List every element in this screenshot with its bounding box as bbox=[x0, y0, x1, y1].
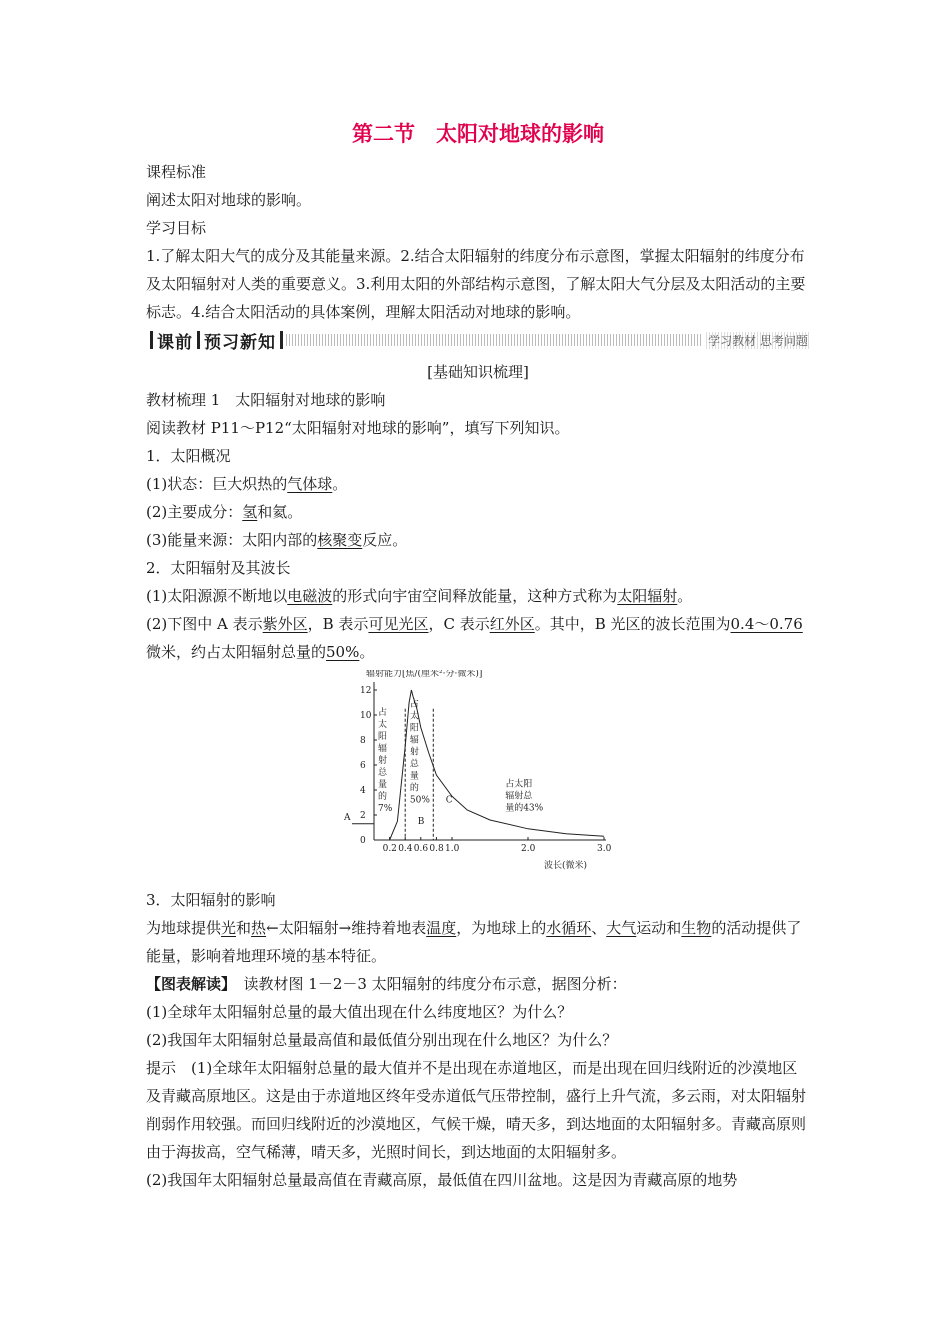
blank-answer: 大气 bbox=[606, 919, 637, 937]
blank-answer: 0.4～0.76 bbox=[730, 615, 803, 633]
y-tick-label: 10 bbox=[360, 711, 372, 721]
page-title: 第二节 太阳对地球的影响 bbox=[352, 122, 604, 146]
annotation-c: 占太阳 bbox=[505, 779, 533, 790]
annotation-c: 量的43% bbox=[505, 803, 544, 814]
blank-answer: 光 bbox=[221, 919, 237, 937]
annotation-b: 辐 bbox=[409, 735, 419, 746]
x-axis-label: 波长(微米) bbox=[544, 861, 588, 871]
annotation-a: 总 bbox=[378, 768, 388, 778]
answer-2: (2)我国年太阳辐射总量最高值在青藏高原，最低值在四川盆地。这是因为青藏高原的地势 bbox=[146, 1171, 738, 1189]
annotation-b: 太 bbox=[409, 711, 419, 722]
annotation-b: 射 bbox=[409, 747, 419, 758]
y-tick-label: 2 bbox=[360, 811, 366, 821]
blank-answer: 可见光区 bbox=[368, 615, 429, 633]
question-2: (2)我国年太阳辐射总量最高值和最低值分别出现在什么地区？为什么？ bbox=[146, 1031, 618, 1049]
solar-radiation-chart bbox=[338, 670, 638, 880]
x-tick-label: 0.2 bbox=[382, 844, 397, 854]
text: 。其中，B 光区的波长范围为 bbox=[534, 615, 731, 633]
annotation-b: 总 bbox=[409, 759, 419, 770]
blank-answer: 核聚变 bbox=[317, 531, 363, 549]
annotation-b: 占 bbox=[409, 699, 419, 710]
chart-reading-text: 读教材图 1－2－3 太阳辐射的纬度分布示意，据图分析： bbox=[228, 975, 627, 993]
blank-answer: 温度 bbox=[426, 919, 457, 937]
s2-line1 bbox=[146, 582, 810, 610]
text: 、 bbox=[591, 919, 607, 937]
divider bbox=[150, 331, 153, 349]
region-c-label: C bbox=[445, 795, 453, 806]
x-tick-label: 2.0 bbox=[521, 844, 536, 854]
hatch-decoration bbox=[286, 334, 702, 346]
x-tick-label: 1.0 bbox=[445, 844, 460, 854]
text: 和氦。 bbox=[257, 503, 303, 521]
chart-reading-line bbox=[146, 970, 810, 998]
y-tick-label: 4 bbox=[360, 786, 366, 796]
annotation-c: 辐射总 bbox=[505, 791, 533, 802]
annotation-a: 的 bbox=[378, 792, 388, 802]
text: 。 bbox=[359, 643, 375, 661]
blank-answer: 红外区 bbox=[489, 615, 535, 633]
blank-answer: 生物 bbox=[681, 919, 712, 937]
annotation-a: 射 bbox=[378, 756, 388, 766]
s1-line3 bbox=[146, 526, 810, 554]
objectives-label: 学习目标 bbox=[146, 219, 207, 237]
objectives-text: 1.了解太阳大气的成分及其能量来源。2.结合太阳辐射的纬度分布示意图，掌握太阳辐射的纬度分布及太阳辐射对人类的重要意义。3.利用太阳的外部结构示意图，了解太阳大气分层及太阳活动的主要标志。4.结合太阳活动的具体案例，理解太阳活动对地球的影响。 bbox=[146, 247, 806, 321]
basics-heading: [基础知识梳理] bbox=[427, 363, 529, 381]
s2-line2 bbox=[146, 610, 810, 666]
text: ←太阳辐射→维持着地表 bbox=[266, 919, 427, 937]
section-bar-right: 学习教材 思考问题 bbox=[708, 334, 808, 348]
s2-heading: 2．太阳辐射及其波长 bbox=[146, 559, 291, 577]
text: 为地球提供 bbox=[146, 919, 222, 937]
annotation-a: 7% bbox=[378, 804, 393, 814]
annotation-a: 阳 bbox=[378, 732, 388, 742]
text: (1)太阳源源不断地以 bbox=[146, 587, 288, 605]
text: 。 bbox=[677, 587, 693, 605]
course-standard-label: 课程标准 bbox=[146, 163, 207, 181]
region-b-label: B bbox=[417, 816, 425, 827]
blank-answer: 氢 bbox=[242, 503, 258, 521]
x-tick-label: 0.4 bbox=[398, 844, 413, 854]
x-tick-label: 3.0 bbox=[597, 844, 612, 854]
hint-paragraph: 提示 (1)全球年太阳辐射总量的最大值并不是出现在赤道地区，而是出现在回归线附近的沙漠地区及青藏高原地区。这是由于赤道地区终年受赤道低气压带控制，盛行上升气流，多云雨，对太阳辐射削弱作用较强。而回归线附近的沙漠地区，气候干燥，晴天多，到达地面的太阳辐射多。青藏高原则由于海拔高，空气稀薄，晴天多，光照时间长，到达地面的太阳辐射多。 bbox=[146, 1059, 807, 1161]
text: 的活动提供了能量，影响着地理环境的基本特征。 bbox=[146, 919, 802, 965]
course-standard-text: 阐述太阳对地球的影响。 bbox=[146, 191, 312, 209]
annotation-a: 辐 bbox=[378, 744, 388, 754]
s1-line1 bbox=[146, 470, 810, 498]
blank-answer: 紫外区 bbox=[262, 615, 308, 633]
text: (3)能量来源：太阳内部的 bbox=[146, 531, 318, 549]
x-tick-label: 0.8 bbox=[429, 844, 444, 854]
section-bar-left-b: 预习新知 bbox=[204, 332, 276, 353]
s1-line2 bbox=[146, 498, 810, 526]
text: 和 bbox=[236, 919, 252, 937]
blank-answer: 气体球 bbox=[287, 475, 333, 493]
y-tick-label: 8 bbox=[360, 736, 366, 746]
text: 。 bbox=[332, 475, 348, 493]
section-bar-title bbox=[146, 328, 287, 352]
blank-answer: 水循环 bbox=[546, 919, 592, 937]
question-1: (1)全球年太阳辐射总量的最大值出现在什么纬度地区？为什么？ bbox=[146, 1003, 573, 1021]
reading-instruction: 阅读教材 P11～P12“太阳辐射对地球的影响”，填写下列知识。 bbox=[146, 419, 570, 437]
chart-reading-label: 【图表解读】 bbox=[146, 975, 229, 993]
text: (1)状态：巨大炽热的 bbox=[146, 475, 288, 493]
x-tick-label: 0.6 bbox=[413, 844, 429, 854]
text: 反应。 bbox=[362, 531, 408, 549]
text: ，C 表示 bbox=[428, 615, 490, 633]
section-bar bbox=[146, 328, 810, 352]
topic-heading: 教材梳理 1 太阳辐射对地球的影响 bbox=[146, 391, 386, 409]
chart-svg bbox=[338, 670, 638, 880]
annotation-a: 占 bbox=[378, 708, 388, 718]
text: (2)下图中 A 表示 bbox=[146, 615, 263, 633]
region-a-label: A bbox=[344, 813, 351, 823]
blank-answer: 电磁波 bbox=[287, 587, 333, 605]
blank-answer: 热 bbox=[251, 919, 267, 937]
annotation-a: 太 bbox=[378, 720, 388, 730]
document-page bbox=[146, 118, 810, 1194]
text: ，为地球上的 bbox=[456, 919, 547, 937]
text: ，B 表示 bbox=[307, 615, 369, 633]
annotation-b: 量 bbox=[409, 771, 419, 782]
s3-heading: 3．太阳辐射的影响 bbox=[146, 891, 276, 909]
text: 运动和 bbox=[636, 919, 682, 937]
y-tick-label: 0 bbox=[360, 836, 366, 846]
s1-heading: 1．太阳概况 bbox=[146, 447, 231, 465]
text: 微米，约占太阳辐射总量的 bbox=[146, 643, 327, 661]
annotation-a: 量 bbox=[378, 780, 388, 790]
annotation-b: 50% bbox=[409, 795, 430, 806]
annotation-b: 的 bbox=[409, 783, 419, 794]
divider bbox=[197, 331, 200, 349]
annotation-b: 阳 bbox=[409, 723, 419, 734]
y-tick-label: 12 bbox=[360, 686, 372, 696]
blank-answer: 太阳辐射 bbox=[617, 587, 678, 605]
y-tick-label: 6 bbox=[360, 761, 366, 771]
text: 的形式向宇宙空间释放能量，这种方式称为 bbox=[332, 587, 618, 605]
section-bar-left-a: 课前 bbox=[157, 332, 193, 353]
blank-answer: 50% bbox=[326, 643, 360, 661]
divider bbox=[280, 331, 283, 349]
y-axis-label: 辐射能力[焦/(厘米²·分·微米)] bbox=[366, 670, 483, 679]
text: (2)主要成分： bbox=[146, 503, 243, 521]
s3-line1 bbox=[146, 914, 810, 970]
